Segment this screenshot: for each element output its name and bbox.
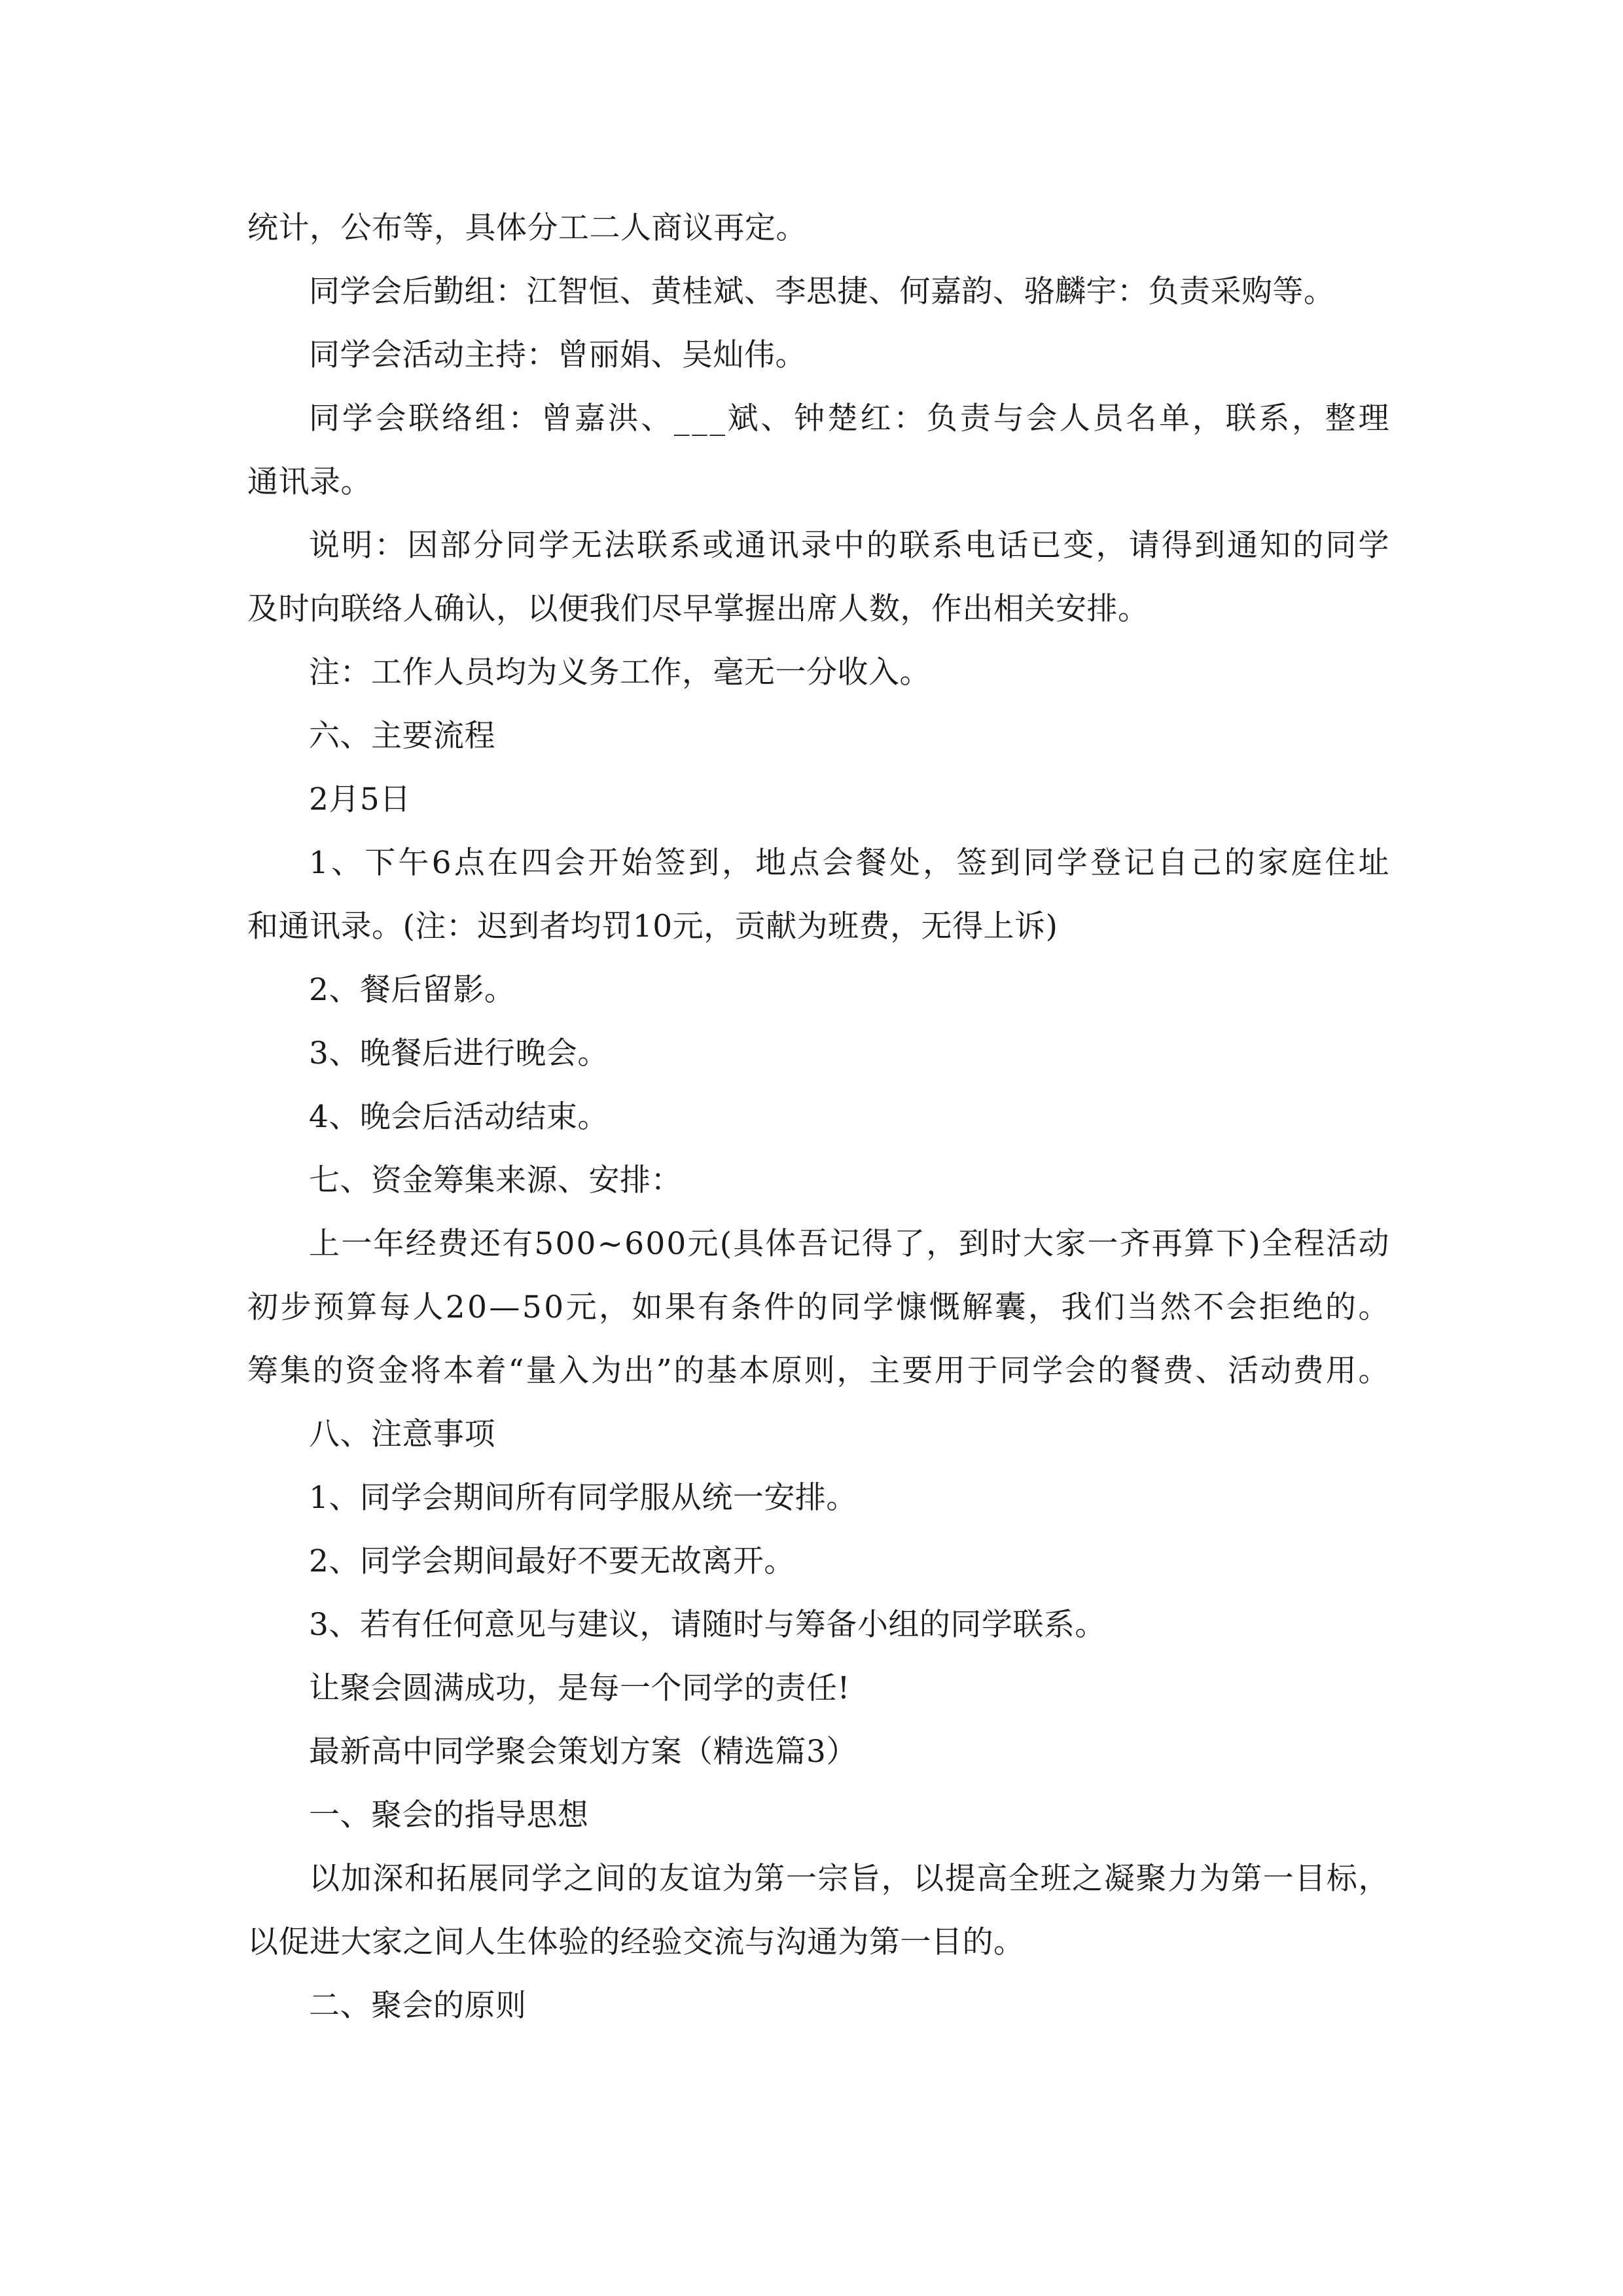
article-title: 最新高中同学聚会策划方案（精选篇3） (309, 1734, 857, 1770)
text-line: 2、餐后留影。 (309, 972, 516, 1008)
text-line: 1、同学会期间所有同学服从统一安排。 (309, 1480, 857, 1516)
text-line: 同学会联络组：曾嘉洪、___斌、钟楚红：负责与会人员名单，联系，整理 (309, 401, 1392, 437)
text-line: 筹集的资金将本着“量入为出”的基本原则，主要用于同学会的餐费、活动费用。 (247, 1353, 1391, 1389)
text-line: 及时向联络人确认，以便我们尽早掌握出席人数，作出相关安排。 (247, 591, 1149, 627)
text-line: 同学会后勤组：江智恒、黄桂斌、李思捷、何嘉韵、骆麟宇：负责采购等。 (309, 274, 1335, 310)
text-line: 同学会活动主持：曾丽娟、吴灿伟。 (309, 337, 806, 373)
text-line: 通讯录。 (247, 464, 372, 500)
text-line: 统计，公布等，具体分工二人商议再定。 (247, 210, 807, 246)
text-line: 2、同学会期间最好不要无故离开。 (309, 1543, 795, 1579)
section-heading: 一、聚会的指导思想 (309, 1797, 589, 1833)
section-heading: 七、资金筹集来源、安排： (309, 1162, 682, 1198)
section-heading: 六、主要流程 (309, 718, 495, 754)
text-line: 以加深和拓展同学之间的友谊为第一宗旨，以提高全班之凝聚力为第一目标， (309, 1861, 1391, 1897)
text-line: 以促进大家之间人生体验的经验交流与沟通为第一目的。 (247, 1924, 1025, 1960)
text-line: 初步预算每人20—50元，如果有条件的同学慷慨解囊，我们当然不会拒绝的。 (247, 1289, 1391, 1325)
section-heading: 八、注意事项 (309, 1416, 495, 1452)
text-line: 3、晚餐后进行晚会。 (309, 1035, 609, 1071)
text-line: 3、若有任何意见与建议，请随时与筹备小组的同学联系。 (309, 1607, 1106, 1643)
section-heading: 二、聚会的原则 (309, 1988, 527, 2024)
text-line: 和通讯录。(注：迟到者均罚10元，贡献为班费，无得上诉) (247, 908, 1058, 944)
text-line: 4、晚会后活动结束。 (309, 1099, 609, 1135)
document-body (247, 196, 1392, 2037)
text-line: 注：工作人员均为义务工作，毫无一分收入。 (309, 655, 931, 691)
text-line: 让聚会圆满成功，是每一个同学的责任! (309, 1670, 850, 1706)
text-line: 上一年经费还有500~600元(具体吾记得了，到时大家一齐再算下)全程活动 (309, 1226, 1391, 1262)
text-line: 2月5日 (309, 781, 411, 817)
text-line: 1、下午6点在四会开始签到，地点会餐处，签到同学登记自己的家庭住址 (309, 845, 1392, 881)
text-line: 说明：因部分同学无法联系或通讯录中的联系电话已变，请得到通知的同学 (309, 528, 1391, 564)
